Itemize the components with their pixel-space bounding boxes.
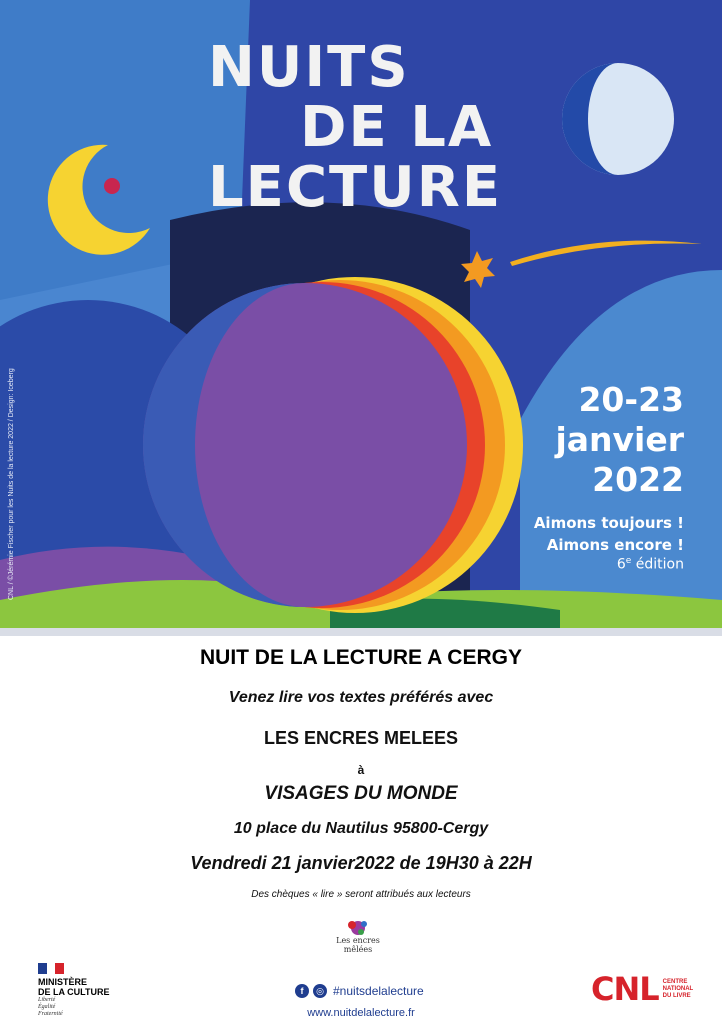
dates-line-2: janvier [555, 420, 684, 459]
hashtag[interactable]: #nuitsdelalecture [333, 984, 424, 998]
event-heading: NUIT DE LA LECTURE A CERGY [199, 646, 522, 669]
motto-egalite: Égalité [38, 1004, 56, 1010]
dates-line-3: 2022 [592, 460, 684, 499]
photo-credit: CNL / ©Jérémie Fischer pour les Nuits de la lecture 2022 / Design: Iceberg [8, 368, 15, 600]
encres-logo-line-2: mêlées [343, 945, 373, 954]
motto-fraternite: Fraternité [38, 1011, 63, 1017]
event-group: LES ENCRES MELEES [263, 728, 459, 748]
slogan [534, 512, 684, 556]
facebook-icon[interactable]: f [295, 984, 309, 998]
cnl-logo-text [663, 979, 694, 1000]
slogan-line-1: Aimons toujours ! [533, 514, 684, 532]
dates-line-1: 20-23 [578, 380, 684, 419]
edition-word: édition [631, 556, 684, 573]
event-datetime: Vendredi 21 janvier2022 de 19H30 à 22H [190, 853, 532, 873]
event-at: à [357, 763, 365, 777]
poster-title [208, 35, 503, 220]
slogan-line-2: Aimons encore ! [546, 536, 684, 554]
encres-logo-line-1: Les encres [336, 936, 380, 945]
website-link[interactable]: www.nuitdelalecture.fr [307, 1007, 415, 1019]
title-line-2: DE LA [300, 95, 494, 160]
ink-splash-icon [331, 918, 385, 938]
instagram-icon[interactable]: ◎ [313, 984, 327, 998]
event-address: 10 place du Nautilus 95800-Cergy [233, 820, 489, 837]
cnl-line-1: CENTRE [662, 978, 688, 985]
cnl-logo [591, 970, 693, 1008]
french-flag-icon [38, 963, 64, 974]
cnl-line-2: NATIONAL [662, 985, 694, 992]
festival-dates [555, 380, 684, 500]
event-note: Des chèques « lire » seront attribués aux lecteurs [251, 889, 471, 900]
cnl-logo-mark: CNL [591, 970, 659, 1008]
edition-label [617, 556, 684, 573]
cnl-line-3: DU LIVRE [662, 992, 691, 999]
event-invite: Venez lire vos textes préférés avec [228, 689, 494, 706]
title-line-1: NUITS [208, 35, 410, 100]
motto-liberte: Liberté [38, 997, 56, 1003]
ministry-line-1: MINISTÈRE [38, 977, 88, 987]
edition-number: 6 [616, 556, 626, 573]
edition-suffix: e [625, 556, 632, 566]
social-links [295, 984, 424, 998]
ministry-line-2: DE LA CULTURE [38, 987, 110, 997]
title-line-3: LECTURE [208, 155, 503, 220]
event-venue: VISAGES DU MONDE [264, 783, 458, 804]
encres-melees-logo [331, 918, 385, 966]
